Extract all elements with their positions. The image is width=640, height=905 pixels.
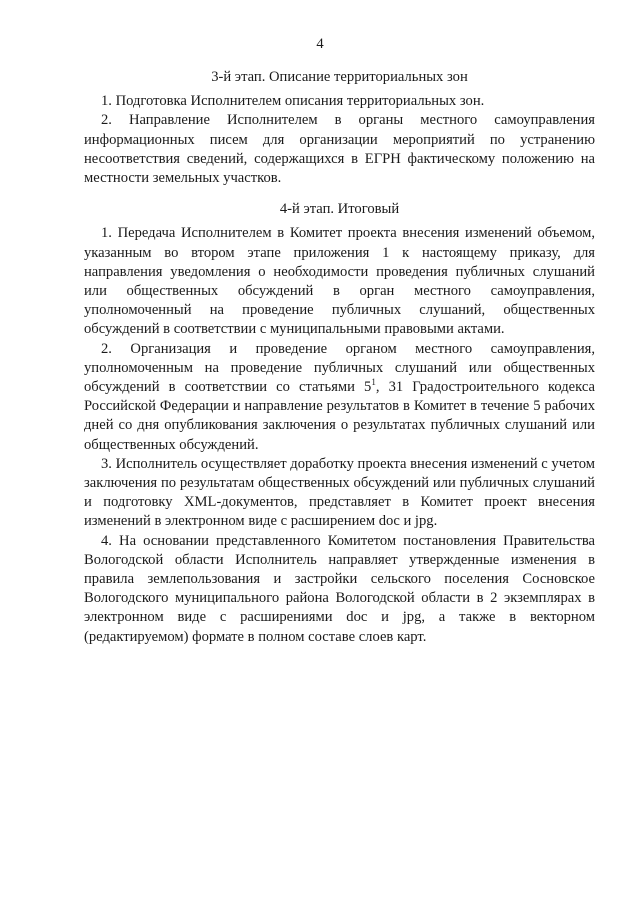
stage-4-heading: 4-й этап. Итоговый <box>279 201 400 218</box>
stage-4-item-2-text: 2. Организация и проведение органом местного самоуправления, уполномоченным на проведение публичных слушаний или общественных обсуждений в соответствии со статьями 5 <box>84 340 595 396</box>
stage-3-item-2: 2. Направление Исполнителем в органы местного самоуправления информационных писем для организации мероприятий по устранению несоответствия сведений, содержащихся в ЕГРН фактическому положению на местности земельных участков. <box>84 112 595 187</box>
stage-4-section <box>84 200 595 647</box>
stage-3-section <box>84 68 595 188</box>
stage-4-item-4: 4. На основании представленного Комитетом постановления Правительства Вологодской области Исполнитель направляет утвержденные изменения в правила землепользования и застройки сельского поселения Сосновское Вологодского муниципального района Вологодской области в 2 экземплярах в электронном виде с расширениями doc и jpg, а также в векторном (редактируемом) формате в полном составе слоев карт. <box>84 532 595 645</box>
stage-4-item-3: 3. Исполнитель осуществляет доработку проекта внесения изменений с учетом заключения по результатам общественных обсуждений или публичных слушаний и подготовку XML-документов, представляет в Комитет проект внесения изменений в электронном виде с расширением doc и jpg. <box>84 455 595 530</box>
stage-3-heading: 3-й этап. Описание территориальных зон <box>211 69 468 85</box>
document-body <box>84 68 595 647</box>
article-superscript: 1 <box>371 377 376 388</box>
stage-4-item-1: 1. Передача Исполнителем в Комитет проекта внесения изменений объемом, указанным во втором этапе приложения 1 к настоящему приказу, для направления уведомления о необходимости проведения публичных слушаний или общественных обсуждений в орган местного самоуправления, уполномоченный на проведение публичных слушаний, общественных обсуждений в соответствии с муниципальными правовыми актами. <box>84 225 595 338</box>
stage-4-item-2-tail: , 31 Градостроительного кодекса Российской Федерации и направление результатов в Комитет в течение 5 рабочих дней со дня опубликования заключения о результатах публичных слушаний или общественных обсуждений. <box>84 379 595 453</box>
page-number: 4 <box>316 36 324 52</box>
stage-3-item-1: 1. Подготовка Исполнителем описания территориальных зон. <box>101 93 485 110</box>
stage-4-item-2 <box>84 340 595 455</box>
